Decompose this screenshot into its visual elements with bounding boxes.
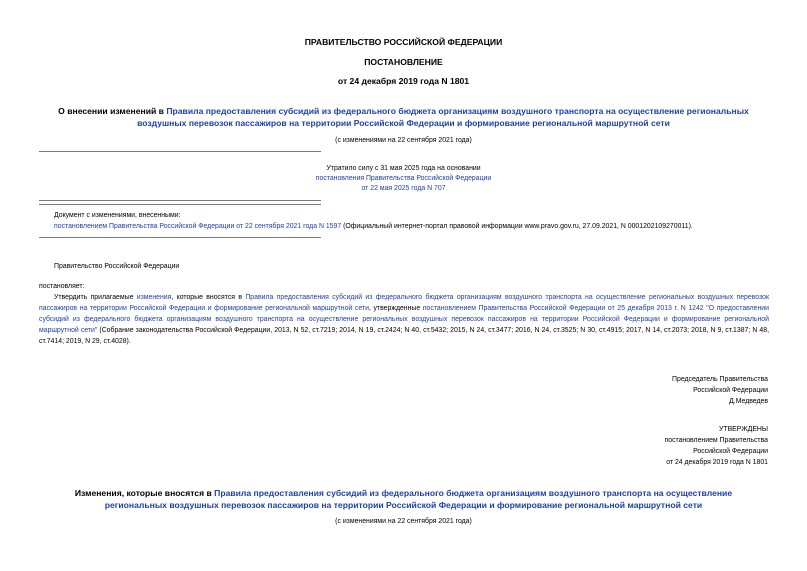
document-type: ПОСТАНОВЛЕНИЕ [364,57,443,67]
expired-line1: Утратило силу с 31 мая 2025 года на основании [326,165,481,172]
divider [39,204,321,205]
changes-title [0,487,807,511]
signature-block [672,374,768,407]
expired-link-date[interactable]: от 22 мая 2025 года N 707 [361,185,446,192]
amendments-link[interactable]: постановлением Правительства Российской Федерации от 22 сентября 2021 года N 1597 [54,223,342,230]
link-decree-1242[interactable]: постановлением Правительства Российской Федерации от 25 декабря 2013 г. N 1242 "О предоставлении субсидий из федерального бюджета организациям воздушного транспорта на осуществление региональных воздушных перевозок пассажиров на территории Российской Федерации и формирование региональной маршрутной сети" [39,305,770,334]
amendments-source [54,223,693,230]
signature-name: Д.Медведев [729,398,768,405]
paragraph-text: , утвержденные [368,305,423,312]
approved-date: от 24 декабря 2019 года N 1801 [666,459,768,466]
amendments-label: Документ с изменениями, внесенными: [54,212,181,219]
title-prefix: О внесении изменений в [58,106,167,116]
document-date-number: от 24 декабря 2019 года N 1801 [337,76,470,86]
changes-link-rules[interactable]: Правила предоставления субсидий из федерального бюджета организациям воздушного транспорта на осуществление [214,488,733,498]
issuer-text: Правительство Российской Федерации [54,263,180,270]
title-revision: (с изменениями на 22 сентября 2021 года) [335,137,472,144]
title-link-rules-cont[interactable]: воздушных перевозок пассажиров на территории Российской Федерации и формирование региональной маршрутной сети [137,118,670,128]
link-rules[interactable]: Правила предоставления субсидий из федерального бюджета организациям воздушного транспорта на осуществление региональных воздушных перевозок пассажиров на территории Российской Федерации и формирование региональной маршрутной сети [39,294,769,312]
divider [39,237,321,238]
signature-org: Российской Федерации [693,387,768,394]
changes-prefix: Изменения, которые вносятся в [74,488,215,498]
approved-label: УТВЕРЖДЕНЫ [719,426,768,433]
paragraph-text: (Собрание законодательства Российской Федерации, 2013, N 52, ст.7219; 2014, N 19, ст.2424; N 40, ст.5432; 2015, N 24, ст.3477; 2016, N 24, ст.3525; N 30, ст.4915; 2017, N 14, ст.2073; 2018, N 9, ст.1387; N 48, ст.7414; 2019, N 29, ст.4028). [39,327,769,345]
signature-position: Председатель Правительства [672,376,768,383]
paragraph-text: , которые вносятся в [171,294,246,301]
title-link-rules[interactable]: Правила предоставления субсидий из федерального бюджета организациям воздушного транспорта на осуществление региональных [166,106,749,116]
expired-notice [0,164,807,194]
paragraph-text: Утвердить прилагаемые [54,294,137,301]
document-title [0,105,807,129]
government-heading: ПРАВИТЕЛЬСТВО РОССИЙСКОЙ ФЕДЕРАЦИИ [304,37,503,47]
approved-by: постановлением Правительства [664,437,768,444]
approved-org: Российской Федерации [693,448,768,455]
decrees-text: постановляет: [39,283,85,290]
approved-block [665,424,769,468]
main-paragraph [39,292,769,347]
divider [39,200,321,201]
expired-link-decree[interactable]: постановления Правительства Российской Федерации [315,175,492,182]
amendments-publication: (Официальный интернет-портал правовой информации www.pravo.gov.ru, 27.09.2021, N 0001202109270011). [341,223,693,230]
divider [39,151,321,152]
changes-revision: (с изменениями на 22 сентября 2021 года) [335,518,472,525]
link-changes[interactable]: изменения [136,294,172,301]
changes-link-rules-cont[interactable]: региональных воздушных перевозок пассажиров на территории Российской Федерации и формирование региональной маршрутной сети [104,500,703,510]
